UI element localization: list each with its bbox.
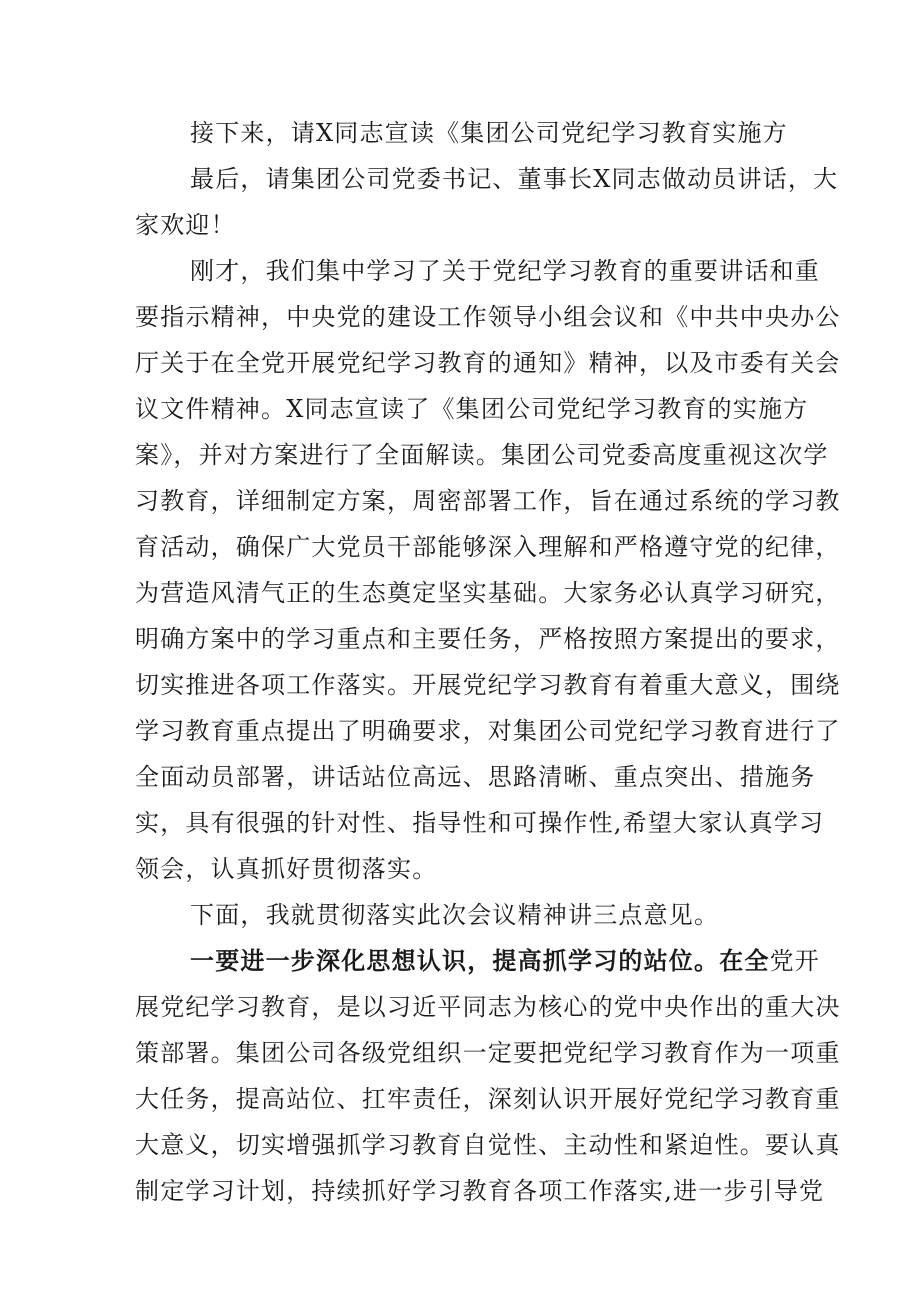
paragraph-line: 厅关于在全党开展党纪学习教育的通知》精神，以及市委有关会 xyxy=(135,349,841,377)
paragraph-line: 家欢迎！ xyxy=(135,211,236,239)
paragraph-line: 展党纪学习教育，是以习近平同志为核心的党中央作出的重大决 xyxy=(135,993,841,1021)
paragraph-line: 案》，并对方案进行了全面解读。集团公司党委高度重视这次学 xyxy=(135,441,829,469)
paragraph-line: 接下来，请X同志宣读《集团公司党纪学习教育实施方 xyxy=(190,119,788,147)
paragraph-line: 明确方案中的学习重点和主要任务，严格按照方案提出的要求， xyxy=(135,625,841,653)
paragraph-line: 下面，我就贯彻落实此次会议精神讲三点意见。 xyxy=(190,901,720,929)
paragraph-line: 学习教育重点提出了明确要求，对集团公司党纪学习教育进行了 xyxy=(135,717,841,745)
paragraph-line: 全面动员部署，讲话站位高远、思路清晰、重点突出、措施务 xyxy=(135,763,816,791)
paragraph-line: 要指示精神，中央党的建设工作领导小组会议和《中共中央办公 xyxy=(135,303,841,331)
paragraph-text: 党开 xyxy=(769,947,821,975)
paragraph-line: 育活动，确保广大党员干部能够深入理解和严格遵守党的纪律， xyxy=(135,533,841,561)
paragraph-line: 切实推进各项工作落实。开展党纪学习教育有着重大意义，围绕 xyxy=(135,671,841,699)
paragraph-line: 习教育，详细制定方案，周密部署工作，旨在通过系统的学习教 xyxy=(135,487,841,515)
paragraph-line: 最后，请集团公司党委书记、董事长X同志做动员讲话，大 xyxy=(190,165,839,193)
paragraph-line: 为营造风清气正的生态奠定坚实基础。大家务必认真学习研究， xyxy=(135,579,841,607)
paragraph-line: 大意义，切实增强抓学习教育自觉性、主动性和紧迫性。要认真 xyxy=(135,1131,841,1159)
paragraph-line: 制定学习计划，持续抓好学习教育各项工作落实,进一步引导党 xyxy=(135,1177,825,1205)
bold-heading: 一要进一步深化思想认识，提高抓学习的站位。在全 xyxy=(190,947,770,975)
paragraph-first-line xyxy=(190,938,821,984)
paragraph-line: 议文件精神。X同志宣读了《集团公司党纪学习教育的实施方 xyxy=(135,395,809,423)
paragraph-line: 领会，认真抓好贯彻落实。 xyxy=(135,855,438,883)
paragraph-line: 策部署。集团公司各级党组织一定要把党纪学习教育作为一项重 xyxy=(135,1039,841,1067)
paragraph-line: 刚才，我们集中学习了关于党纪学习教育的重要讲话和重 xyxy=(190,257,820,285)
paragraph-line: 实，具有很强的针对性、指导性和可操作性,希望大家认真学习 xyxy=(135,809,825,837)
paragraph-line: 大任务，提高站位、扛牢责任，深刻认识开展好党纪学习教育重 xyxy=(135,1085,841,1113)
